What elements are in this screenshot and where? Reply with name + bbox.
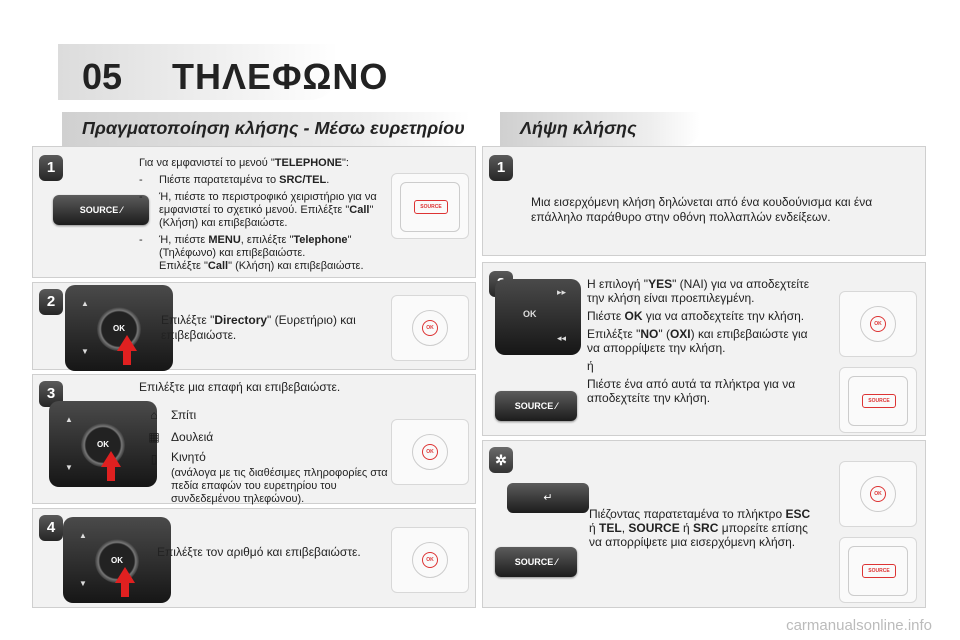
- source-button-label: SOURCE: [514, 401, 554, 411]
- watermark: carmanualsonline.info: [786, 617, 932, 634]
- ok-knob: OK: [95, 539, 139, 583]
- left-step-2-text: Επιλέξτε "Directory" (Ευρετήριο) και επιβεβαιώστε.: [161, 313, 356, 342]
- next-icon: ▸▸: [557, 287, 567, 297]
- right-step-1-panel: [482, 146, 926, 256]
- press-arrow-icon: [115, 567, 135, 583]
- up-arrow-icon: ▲: [81, 299, 89, 308]
- radio-thumbnail: OK: [391, 419, 469, 485]
- home-icon: ⌂: [150, 408, 158, 422]
- source-button-label: SOURCE: [79, 205, 119, 215]
- left-step-1-panel: [32, 146, 476, 278]
- press-arrow-icon: [117, 335, 137, 351]
- radio-thumbnail: OK: [391, 295, 469, 361]
- control-pad: [49, 401, 157, 487]
- chapter-number: 05: [82, 56, 123, 97]
- chapter-header: [58, 44, 389, 100]
- left-step-2-panel: [32, 282, 476, 370]
- control-pad: [63, 517, 171, 603]
- ok-knob: OK: [81, 423, 125, 467]
- work-icon: ▦: [148, 430, 160, 444]
- source-button: SOURCE ⁄: [53, 195, 149, 225]
- source-button: SOURCE ⁄: [495, 547, 577, 577]
- radio-thumbnail: SOURCE: [839, 537, 917, 603]
- right-step-3-panel: [482, 440, 926, 608]
- right-step-3-text: Πιέζοντας παρατεταμένα το πλήκτρο ESC ή TEL, SOURCE ή SRC μπορείτε επίσης να απορρίψετε μια εισερχόμενη κλήση.: [589, 507, 811, 549]
- settings-icon: ✲: [489, 447, 513, 473]
- step-number-2: 2: [39, 289, 63, 315]
- press-arrow-icon: [101, 451, 121, 467]
- right-section-title: Λήψη κλήσης: [520, 118, 637, 138]
- right-step-1-text: Μια εισερχόμενη κλήση δηλώνεται από ένα κουδούνισμα και ένα επάλληλο παράθυρο στην οθόνη πολλαπλών ενδείξεων.: [531, 195, 873, 224]
- radio-thumbnail: SOURCE: [839, 367, 917, 433]
- ok-knob: OK: [523, 309, 537, 319]
- source-button: SOURCE ⁄: [495, 391, 577, 421]
- down-arrow-icon: ▼: [79, 579, 87, 588]
- source-button-label: SOURCE: [514, 557, 554, 567]
- down-arrow-icon: ▼: [65, 463, 73, 472]
- radio-thumbnail: OK: [391, 527, 469, 593]
- call-control-pad: [495, 279, 581, 355]
- radio-thumbnail: SOURCE: [391, 173, 469, 239]
- ok-knob: OK: [97, 307, 141, 351]
- esc-button: ↵: [507, 483, 589, 513]
- left-step-1-text: Για να εμφανιστεί το μενού "TELEPHONE": - Πιέστε παρατεταμένα το SRC/TEL. - Ή, πιέστε το περιστροφικό χειριστήριο για να εμφανιστεί το σχετικό μενού. Επιλέξτε "Call" (Κλήση) και επιβεβαιώστε. - Ή, πιέστε MENU, επιλέξτε "Telephone" (Τηλέφωνο) και επιβεβαιώστε. Επιλέξτε "Call" (Κλήση) και επιβεβαιώστε.: [139, 157, 377, 272]
- up-arrow-icon: ▲: [79, 531, 87, 540]
- left-section-title: Πραγματοποίηση κλήσης - Μέσω ευρετηρίου: [82, 118, 465, 138]
- right-section-header: [500, 112, 700, 146]
- contact-work: Δουλειά: [171, 430, 214, 444]
- step-number-4: 4: [39, 515, 63, 541]
- right-step-2-text: Η επιλογή "YES" (ΝΑΙ) για να αποδεχτείτε την κλήση είναι προεπιλεγμένη. Πιέστε OK για να αποδεχτείτε την κλήση. Επιλέξτε "NO" (ΟΧΙ) και επιβεβαιώστε για να απορρίψετε την κλήση. ή Πιέστε ένα από αυτά τα πλήκτρα για να αποδεχτείτε την κλήση.: [587, 277, 810, 405]
- down-arrow-icon: ▼: [81, 347, 89, 356]
- contact-note: (ανάλογα με τις διαθέσιμες πληροφορίες στα πεδία επαφών του ευρετηρίου του συνδεδεμένου τηλεφώνου).: [171, 467, 388, 505]
- control-pad: [65, 285, 173, 371]
- left-step-4-panel: [32, 508, 476, 608]
- radio-thumbnail: OK: [839, 291, 917, 357]
- chapter-title: ΤΗΛΕΦΩΝΟ: [172, 56, 389, 97]
- left-step-4-text: Επιλέξτε τον αριθμό και επιβεβαιώστε.: [157, 545, 361, 559]
- previous-icon: ◂◂: [557, 333, 567, 343]
- mobile-icon: ▯: [150, 452, 158, 466]
- right-step-2-panel: [482, 262, 926, 436]
- step-number-1: 1: [39, 155, 63, 181]
- contact-home: Σπίτι: [171, 408, 197, 422]
- step-number-1: 1: [489, 155, 513, 181]
- left-section-header: [62, 112, 470, 146]
- left-step-3-text: Επιλέξτε μια επαφή και επιβεβαιώστε.: [139, 380, 341, 394]
- up-arrow-icon: ▲: [65, 415, 73, 424]
- contact-mobile: Κινητό: [171, 450, 206, 464]
- radio-thumbnail: OK: [839, 461, 917, 527]
- left-step-3-panel: [32, 374, 476, 504]
- step-number-3: 3: [39, 381, 63, 407]
